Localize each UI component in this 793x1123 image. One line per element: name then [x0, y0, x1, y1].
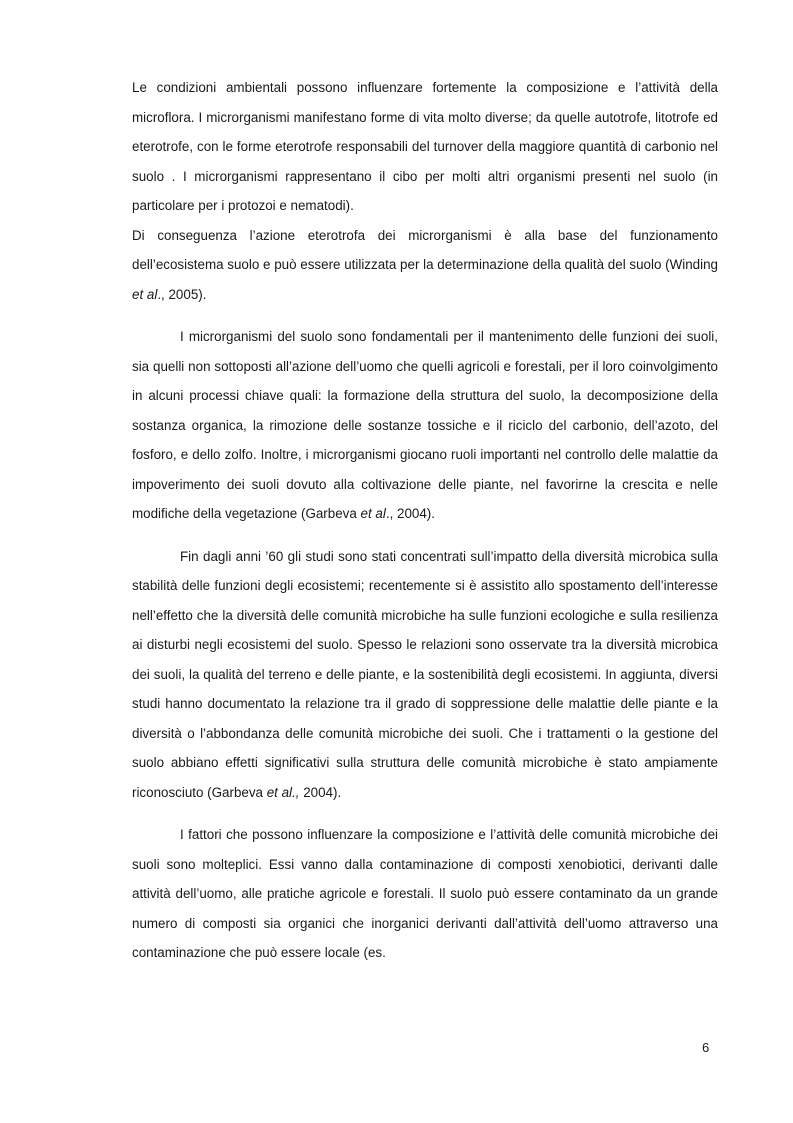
paragraph-text: Di conseguenza l’azione eterotrofa dei microrganismi è alla base del funzionamento dell’ecosistema suolo e può essere utilizzata per la determinazione della qualità del suolo (Winding: [132, 227, 718, 272]
page-number: 6: [702, 1040, 710, 1055]
paragraph-4: I fattori che possono influenzare la composizione e l’attività delle comunità microbiche dei suoli sono molteplici. Essi vanno dalla contaminazione di composti xenobiotici, derivanti dalle attività dell’uomo, alle pratiche agricole e forestali. Il suolo può essere contaminato da un grande numero di composti sia organici che inorganici derivanti dall’attività dell’uomo attraverso una contaminazione che può essere locale (es.: [132, 827, 718, 960]
citation-italic: et al: [132, 286, 158, 302]
citation-italic: et al.,: [266, 784, 300, 800]
paragraph-3: [132, 542, 718, 808]
paragraph-text: ., 2004).: [385, 506, 435, 521]
paragraph-text: ., 2005).: [157, 286, 207, 302]
paragraph-text: Fin dagli anni ’60 gli studi sono stati concentrati sull’impatto della diversità microbica sulla stabilità delle funzioni degli ecosistemi; recentemente si è assistito allo spostamento dell’interesse nell’effetto che la diversità delle comunità microbiche ha sulle funzioni ecologiche e sulla resilienza ai disturbi negli ecosistemi del suolo. Spesso le relazioni sono osservate tra la diversità microbica dei suoli, la qualità del terreno e delle piante, e la sostenibilità degli ecosistemi. In aggiunta, diversi studi hanno documentato la relazione tra il grado di soppressione delle malattie delle piante e la diversità o l’abbondanza delle comunità microbiche dei suoli. Che i trattamenti o la gestione del suolo abbiano effetti significativi sulla struttura delle comunità microbiche è stato ampiamente riconosciuto (Garbeva: [132, 548, 718, 800]
citation-italic: et al: [360, 506, 386, 521]
paragraph-2: [132, 322, 718, 529]
paragraph-1: Le condizioni ambientali possono influenzare fortemente la composizione e l’attività della microflora. I microrganismi manifestano forme di vita molto diverse; da quelle autotrofe, litotrofe ed eterotrofe, con le forme eterotrofe responsabili del turnover della maggiore quantità di carbonio nel suolo . I microrganismi rappresentano il cibo per molti altri organismi presenti nel suolo (in particolare per i protozoi e nematodi).: [132, 80, 718, 213]
paragraph-text: I microrganismi del suolo sono fondamentali per il mantenimento delle funzioni dei suoli, sia quelli non sottoposti all’azione dell’uomo che quelli agricoli e forestali, per il loro coinvolgimento in alcuni processi chiave quali: la formazione della struttura del suolo, la decomposizione della sostanza organica, la rimozione delle sostanze tossiche e il riciclo del carbonio, dell’azoto, del fosforo, e dello zolfo. Inoltre, i microrganismi giocano ruoli importanti nel controllo delle malattie da impoverimento dei suoli dovuto alla coltivazione delle piante, nel favorirne la crescita e nelle modifiche della vegetazione (Garbeva: [132, 329, 718, 521]
paragraph-text: 2004).: [299, 784, 342, 800]
document-page: [132, 73, 718, 968]
paragraph-1-continued: [132, 221, 718, 310]
